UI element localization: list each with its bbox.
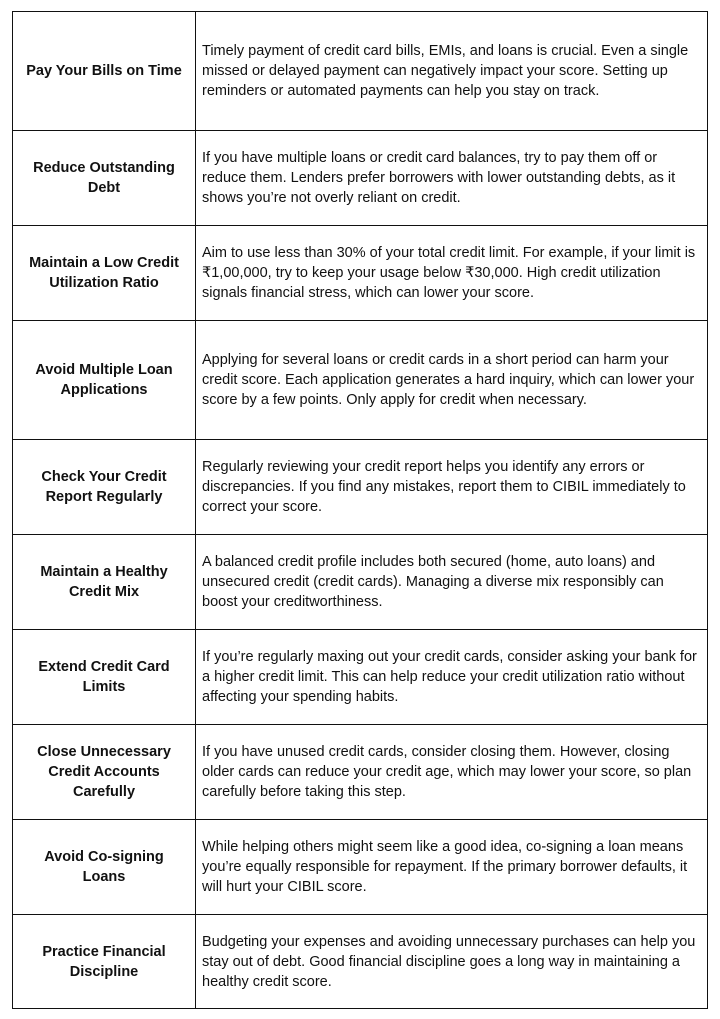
tip-description-cell: [196, 131, 707, 225]
table-row: [13, 820, 707, 915]
tip-description-cell: [196, 226, 707, 320]
tip-title-cell: [13, 440, 196, 534]
tip-description-cell: [196, 535, 707, 629]
tip-description: If you have multiple loans or credit card balances, try to pay them off or reduce them. Lenders prefer borrowers with lower outstanding debts, as it shows you’re not overly reliant on credit.: [202, 150, 676, 206]
tip-title-cell: [13, 535, 196, 629]
tip-title-cell: [13, 131, 196, 225]
tip-description: Timely payment of credit card bills, EMIs, and loans is crucial. Even a single missed or delayed payment can negatively impact your score. Setting up reminders or automated payments can help you stay on track.: [202, 43, 689, 99]
tip-description: Budgeting your expenses and avoiding unnecessary purchases can help you stay out of debt. Good financial discipline goes a long way in maintaining a healthy credit score.: [202, 933, 696, 990]
tip-description-cell: [196, 12, 707, 130]
table-row: [13, 321, 707, 440]
tip-description-cell: [196, 440, 707, 534]
table-row: [13, 226, 707, 321]
tip-title-cell: [13, 630, 196, 724]
tip-title-cell: [13, 915, 196, 1008]
table-row: [13, 630, 707, 725]
tip-description-cell: [196, 725, 707, 819]
tips-table: [12, 11, 708, 1009]
tip-title: Reduce Outstanding Debt: [33, 160, 175, 196]
tip-description: Applying for several loans or credit cards in a short period can harm your credit score. Each application generates a hard inquiry, which can lower your score by a few points. Only apply for credit when necessary.: [202, 352, 695, 408]
tip-description: If you have unused credit cards, consider closing them. However, closing older cards can reduce your credit age, which may lower your score, so plan carefully before taking this step.: [202, 744, 692, 800]
tip-title-cell: [13, 321, 196, 439]
tip-description: If you’re regularly maxing out your credit cards, consider asking your bank for a higher credit limit. This can help reduce your credit utilization ratio without affecting your spending habits.: [202, 649, 697, 705]
tip-description: Aim to use less than 30% of your total credit limit. For example, if your limit is ₹1,00,000, try to keep your usage below ₹30,000. High credit utilization signals financial stress, which can lower your score.: [202, 245, 696, 301]
tip-title-cell: [13, 12, 196, 130]
tip-description: Regularly reviewing your credit report helps you identify any errors or discrepancies. If you find any mistakes, report them to CIBIL immediately to correct your score.: [202, 459, 686, 515]
table-row: [13, 12, 707, 131]
tip-title: Pay Your Bills on Time: [26, 63, 182, 79]
tip-description-cell: [196, 915, 707, 1008]
tip-title: Close Unnecessary Credit Accounts Carefully: [37, 744, 171, 800]
table-row: [13, 131, 707, 226]
tip-title: Maintain a Healthy Credit Mix: [40, 564, 168, 600]
tip-title: Maintain a Low Credit Utilization Ratio: [29, 255, 179, 291]
table-row: [13, 440, 707, 535]
tip-description-cell: [196, 321, 707, 439]
tip-description-cell: [196, 820, 707, 914]
tip-title-cell: [13, 820, 196, 914]
tip-title-cell: [13, 226, 196, 320]
tip-title: Avoid Co-signing Loans: [44, 849, 164, 885]
tip-description-cell: [196, 630, 707, 724]
table-row: [13, 725, 707, 820]
tip-title-cell: [13, 725, 196, 819]
tip-title: Check Your Credit Report Regularly: [41, 469, 167, 505]
tip-title: Extend Credit Card Limits: [38, 659, 170, 695]
tip-description: While helping others might seem like a good idea, co-signing a loan means you’re equally responsible for repayment. If the primary borrower defaults, it will hurt your CIBIL score.: [202, 839, 688, 895]
tip-title: Avoid Multiple Loan Applications: [35, 362, 173, 398]
tip-description: A balanced credit profile includes both secured (home, auto loans) and unsecured credit (credit cards). Managing a diverse mix responsibly can boost your creditworthiness.: [202, 554, 664, 610]
tip-title: Practice Financial Discipline: [42, 943, 166, 980]
table-row: [13, 915, 707, 1008]
table-row: [13, 535, 707, 630]
